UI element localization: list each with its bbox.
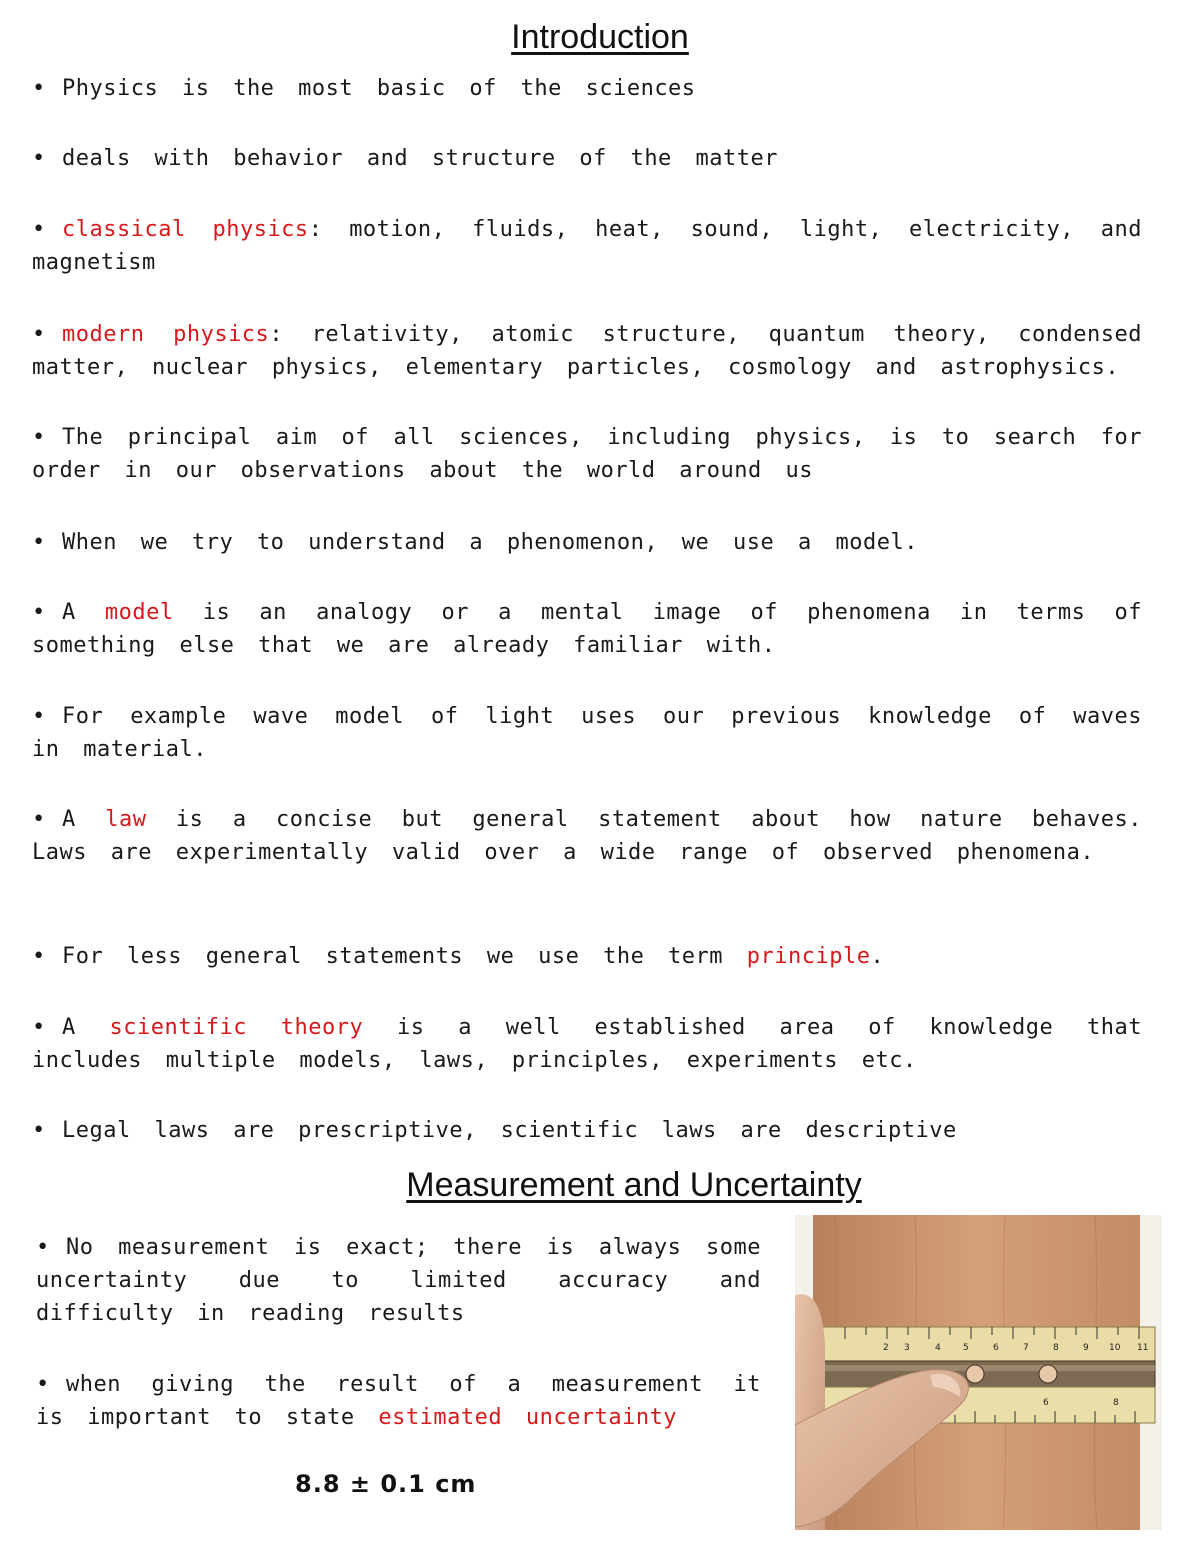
ruler-photo bbox=[795, 1215, 1162, 1530]
bullet-model-definition: • A model is an analogy or a mental image of phenomena in terms of something else that we are already familiar with. bbox=[32, 596, 1142, 662]
measurement-heading: Measurement and Uncertainty bbox=[406, 1166, 862, 1204]
term-model: model bbox=[104, 600, 174, 625]
bullet-dot: • bbox=[36, 1372, 50, 1397]
bullet-dot: • bbox=[32, 530, 46, 555]
ruler-number: 6 bbox=[1043, 1398, 1049, 1408]
bullet-dot: • bbox=[32, 1118, 46, 1143]
bullet-deals-with: • deals with behavior and structure of the matter bbox=[32, 142, 1142, 175]
term-principle: principle bbox=[746, 944, 871, 969]
term-estimated-uncertainty: estimated uncertainty bbox=[378, 1405, 678, 1430]
term-classical-physics: classical physics bbox=[62, 217, 309, 242]
term-scientific-theory: scientific theory bbox=[109, 1015, 364, 1040]
bullet-dot: • bbox=[32, 322, 46, 347]
bullet-law-definition: • A law is a concise but general statement about how nature behaves. Laws are experimentally valid over a wide range of observed phenomena. bbox=[32, 803, 1142, 869]
ruler-number: 11 bbox=[1137, 1343, 1149, 1353]
ruler-number: 4 bbox=[935, 1343, 941, 1353]
bullet-dot: • bbox=[32, 146, 46, 171]
ruler-photo-illustration bbox=[795, 1215, 1162, 1530]
bullet-dot: • bbox=[32, 1015, 46, 1040]
ruler-number: 3 bbox=[904, 1343, 910, 1353]
bullet-principle: • For less general statements we use the term principle. bbox=[32, 940, 1142, 973]
ruler-number: 10 bbox=[1109, 1343, 1121, 1353]
bullet-dot: • bbox=[32, 76, 46, 101]
bullet-principal-aim: • The principal aim of all sciences, including physics, is to search for order in our observations about the world around us bbox=[32, 421, 1142, 487]
bullet-scientific-theory: • A scientific theory is a well established area of knowledge that includes multiple models, laws, principles, experiments etc. bbox=[32, 1011, 1142, 1077]
bullet-no-measurement-exact: • No measurement is exact; there is always some uncertainty due to limited accuracy and difficulty in reading results bbox=[36, 1231, 761, 1330]
ruler-number: 7 bbox=[1023, 1343, 1029, 1353]
bullet-dot: • bbox=[32, 807, 46, 832]
bullet-dot: • bbox=[36, 1235, 50, 1260]
bullet-wave-model: • For example wave model of light uses our previous knowledge of waves in material. bbox=[32, 700, 1142, 766]
bullet-dot: • bbox=[32, 600, 46, 625]
bullet-classical-physics: • classical physics: motion, fluids, heat, sound, light, electricity, and magnetism bbox=[32, 213, 1142, 279]
term-modern-physics: modern physics bbox=[62, 322, 270, 347]
ruler-number: 9 bbox=[1083, 1343, 1089, 1353]
bullet-estimated-uncertainty: • when giving the result of a measurement it is important to state estimated uncertainty bbox=[36, 1368, 761, 1434]
term-law: law bbox=[105, 807, 147, 832]
bullet-legal-laws: • Legal laws are prescriptive, scientific laws are descriptive bbox=[32, 1114, 1142, 1147]
bullet-dot: • bbox=[32, 425, 46, 450]
bullet-modern-physics: • modern physics: relativity, atomic structure, quantum theory, condensed matter, nuclear physics, elementary particles, cosmology and astrophysics. bbox=[32, 318, 1142, 384]
introduction-heading: Introduction bbox=[511, 18, 689, 56]
ruler-number: 8 bbox=[1113, 1398, 1119, 1408]
ruler-number: 5 bbox=[963, 1343, 969, 1353]
bullet-dot: • bbox=[32, 217, 46, 242]
measurement-formula: 8.8 ± 0.1 cm bbox=[295, 1470, 477, 1498]
bullet-model-use: • When we try to understand a phenomenon, we use a model. bbox=[32, 526, 1142, 559]
ruler-number: 2 bbox=[883, 1343, 889, 1353]
bullet-physics-basic: • Physics is the most basic of the sciences bbox=[32, 72, 1142, 105]
bullet-dot: • bbox=[32, 944, 46, 969]
ruler-number: 6 bbox=[993, 1343, 999, 1353]
ruler-number: 8 bbox=[1053, 1343, 1059, 1353]
bullet-dot: • bbox=[32, 704, 46, 729]
